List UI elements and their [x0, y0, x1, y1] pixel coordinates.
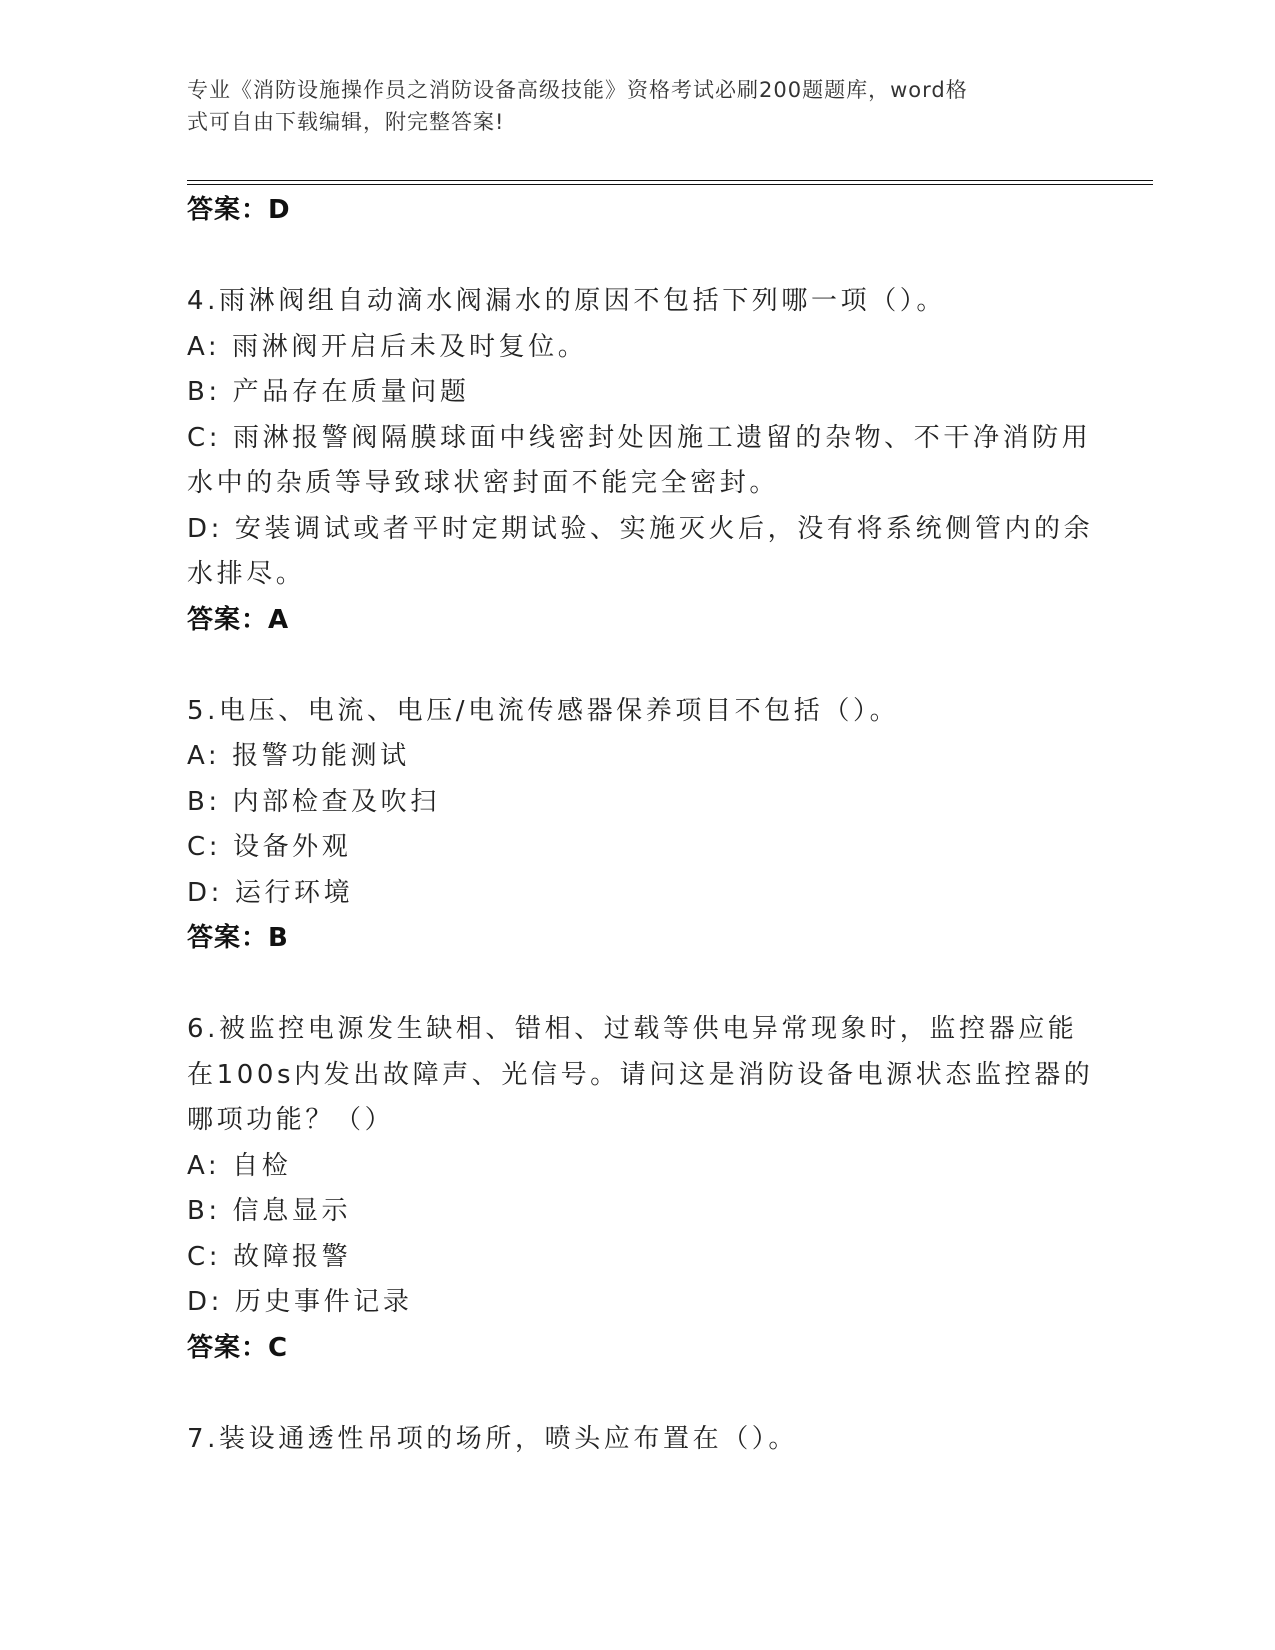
question-4-stem: 4.雨淋阀组自动滴水阀漏水的原因不包括下列哪一项（）。: [187, 286, 947, 316]
question-5: [187, 689, 1087, 962]
question-7-stem: 7.装设通透性吊项的场所，喷头应布置在（）。: [187, 1423, 799, 1454]
spacer: [187, 962, 1087, 1008]
question-4-option-c-line-2: 水中的杂质等导致球状密封面不能完全密封。: [187, 468, 780, 498]
question-4-option-c-line-1: C: 雨淋报警阀隔膜球面中线密封处因施工遗留的杂物、不干净消防用: [187, 422, 1092, 453]
question-5-option-d: D: 运行环境: [187, 877, 354, 908]
document-header: [187, 74, 1087, 138]
question-6-stem-line-1: 6.被监控电源发生缺相、错相、过载等供电异常现象时，监控器应能: [187, 1014, 1078, 1044]
question-6: [187, 1007, 1094, 1371]
header-line-1: 专业《消防设施操作员之消防设备高级技能》资格考试必刷200题题库，word格: [187, 78, 968, 102]
header-divider-top: [187, 180, 1153, 181]
question-6-option-d: D: 历史事件记录: [187, 1287, 413, 1317]
question-4-answer: 答案：A: [187, 604, 290, 635]
question-4: [187, 279, 1094, 643]
question-7: [187, 1417, 1087, 1463]
question-5-option-a: A: 报警功能测试: [187, 741, 410, 771]
question-4-option-a: A: 雨淋阀开启后未及时复位。: [187, 331, 588, 362]
question-6-option-b: B: 信息显示: [187, 1196, 352, 1226]
document-body: [187, 188, 1094, 1462]
question-4-option-d-line-2: 水排尽。: [187, 559, 306, 589]
question-6-stem-line-3: 哪项功能？（）: [187, 1105, 395, 1135]
question-6-option-c: C: 故障报警: [187, 1241, 352, 1272]
spacer: [187, 234, 1087, 280]
question-4-option-b: B: 产品存在质量问题: [187, 377, 470, 407]
question-6-option-a: A: 自检: [187, 1150, 292, 1181]
question-4-option-d-line-1: D: 安装调试或者平时定期试验、实施灭火后，没有将系统侧管内的余: [187, 513, 1094, 544]
spacer: [187, 643, 1087, 689]
question-6-stem-line-2: 在100s内发出故障声、光信号。请问这是消防设备电源状态监控器的: [187, 1059, 1094, 1090]
question-5-option-b: B: 内部检查及吹扫: [187, 786, 440, 817]
question-5-answer: 答案：B: [187, 923, 289, 953]
question-5-stem: 5.电压、电流、电压/电流传感器保养项目不包括（）。: [187, 695, 900, 726]
spacer: [187, 1371, 1087, 1417]
question-6-answer: 答案：C: [187, 1332, 289, 1363]
previous-answer: 答案：D: [187, 195, 291, 225]
question-5-option-c: C: 设备外观: [187, 832, 352, 862]
header-divider-bottom: [187, 184, 1153, 185]
header-line-2: 式可自由下载编辑，附完整答案!: [187, 110, 505, 134]
